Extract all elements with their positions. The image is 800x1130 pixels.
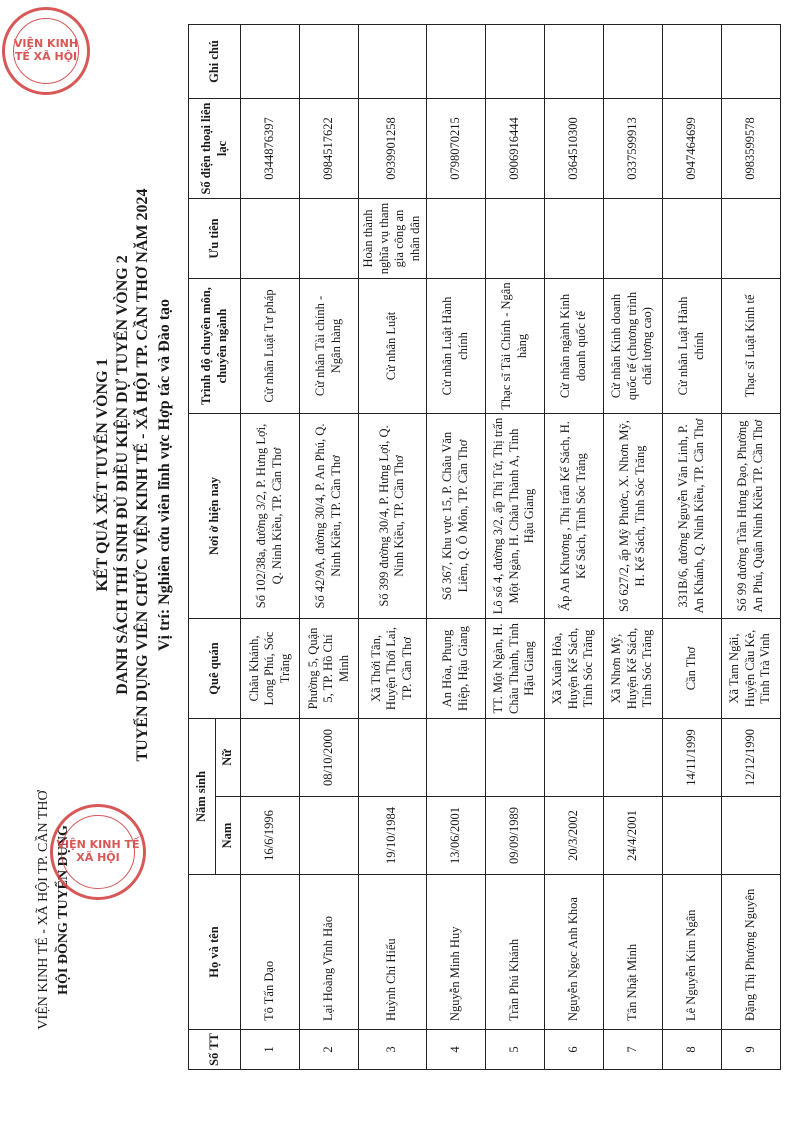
cell-note	[241, 25, 300, 99]
cell-phone: 0984517622	[300, 99, 359, 199]
cell-priority	[721, 199, 780, 279]
cell-residence: Số 102/38a, đường 3/2, P. Hưng Lợi, Q. Ninh Kiều, TP. Cần Thơ	[241, 414, 300, 619]
cell-hometown: Xã Thới Tân, Huyện Thới Lai, TP. Cần Thơ	[359, 619, 427, 719]
document-title-2: DANH SÁCH THÍ SINH ĐỦ ĐIỀU KIỆN DỰ TUYỂN VÒNG 2	[114, 255, 131, 695]
cell-name: Nguyễn Ngọc Anh Khoa	[544, 875, 603, 1030]
cell-female: 12/12/1990	[721, 719, 780, 797]
table-body	[241, 25, 781, 1070]
cell-female	[241, 719, 300, 797]
cell-phone: 0983599578	[721, 99, 780, 199]
cell-phone: 0337599913	[603, 99, 662, 199]
header-residence: Nơi ở hiện nay	[189, 414, 241, 619]
cell-priority	[241, 199, 300, 279]
cell-female	[603, 719, 662, 797]
cell-priority: Hoàn thành nghĩa vụ tham gia công an nhân dân	[359, 199, 427, 279]
cell-residence: Số 627/2, ấp Mỹ Phước, X. Nhơn Mỹ, H. Kế Sách, Tỉnh Sóc Trăng	[603, 414, 662, 619]
cell-male: 20/3/2002	[544, 797, 603, 875]
cell-male: 24/4/2001	[603, 797, 662, 875]
table-row	[544, 25, 603, 1070]
cell-male: 19/10/1984	[359, 797, 427, 875]
cell-degree: Thạc sĩ Tài Chính - Ngân hàng	[485, 279, 544, 414]
cell-name: Nguyễn Minh Huy	[426, 875, 485, 1030]
table-row	[485, 25, 544, 1070]
cell-phone: 0939901258	[359, 99, 427, 199]
cell-phone: 0947464699	[662, 99, 721, 199]
cell-degree: Cử nhân ngành Kinh doanh quốc tế	[544, 279, 603, 414]
position-title: Vị trí: Nghiên cứu viên lĩnh vực Hợp tác và Đào tạo	[156, 298, 173, 652]
cell-male	[721, 797, 780, 875]
cell-name: Lại Hoàng Vĩnh Hảo	[300, 875, 359, 1030]
table-row	[662, 25, 721, 1070]
cell-name: Huỳnh Chí Hiếu	[359, 875, 427, 1030]
cell-phone: 0344876397	[241, 99, 300, 199]
cell-note	[485, 25, 544, 99]
cell-priority	[426, 199, 485, 279]
cell-hometown: Phường 5, Quận 5, TP. Hồ Chí Minh	[300, 619, 359, 719]
red-seal-stamp	[50, 804, 146, 900]
cell-priority	[485, 199, 544, 279]
cell-female	[485, 719, 544, 797]
header-female: Nữ	[216, 719, 241, 797]
cell-name: Trần Phú Khánh	[485, 875, 544, 1030]
table-row	[359, 25, 427, 1070]
cell-stt: 8	[662, 1030, 721, 1070]
cell-priority	[300, 199, 359, 279]
cell-name: Tô Tấn Dạo	[241, 875, 300, 1030]
cell-note	[603, 25, 662, 99]
cell-female	[359, 719, 427, 797]
cell-degree: Cử nhân Tài chính - Ngân hàng	[300, 279, 359, 414]
cell-hometown: Xã Tam Ngãi, Huyện Cầu Kè, Tỉnh Trà Vinh	[721, 619, 780, 719]
cell-note	[426, 25, 485, 99]
cell-stt: 4	[426, 1030, 485, 1070]
header-phone: Số điện thoại liên lạc	[189, 99, 241, 199]
cell-phone: 0906916444	[485, 99, 544, 199]
cell-degree: Cử nhân Luật Hành chính	[662, 279, 721, 414]
table-row	[603, 25, 662, 1070]
seal-text-corner: VIỆN KINH TẾ XÃ HỘI	[13, 37, 79, 63]
cell-hometown: TT. Một Ngàn, H. Châu Thành, Tỉnh Hậu Giang	[485, 619, 544, 719]
cell-priority	[544, 199, 603, 279]
cell-female: 14/11/1999	[662, 719, 721, 797]
cell-name: Tân Nhật Minh	[603, 875, 662, 1030]
organization-name: VIỆN KINH TẾ - XÃ HỘI TP. CẦN THƠ	[36, 790, 51, 1030]
table-row	[426, 25, 485, 1070]
cell-hometown: An Hòa, Phụng Hiệp, Hậu Giang	[426, 619, 485, 719]
cell-degree: Cử nhân Luật	[359, 279, 427, 414]
cell-male: 09/09/1989	[485, 797, 544, 875]
cell-phone: 0364510300	[544, 99, 603, 199]
header-male: Nam	[216, 797, 241, 875]
cell-priority	[603, 199, 662, 279]
cell-residence: Lô số 4, đường 3/2, ấp Thị Tứ, Thị trấn Một Ngàn, H. Châu Thành A, Tỉnh Hậu Giang	[485, 414, 544, 619]
cell-name: Lê Nguyễn Kim Ngân	[662, 875, 721, 1030]
table-header-row	[189, 25, 216, 1070]
red-seal-stamp-corner	[2, 7, 90, 95]
cell-residence: 331B/6, đường Nguyễn Văn Linh, P. An Khánh, Q. Ninh Kiều, TP. Cần Thơ	[662, 414, 721, 619]
cell-residence: Số 399 đường 30/4, P. Hưng Lợi, Q. Ninh Kiều, TP. Cần Thơ	[359, 414, 427, 619]
header-priority: Ưu tiên	[189, 199, 241, 279]
cell-degree: Thạc sĩ Luật Kinh tế	[721, 279, 780, 414]
seal-text: VIỆN KINH TẾ XÃ HỘI	[56, 838, 140, 864]
cell-male	[662, 797, 721, 875]
header-degree: Trình độ chuyên môn, chuyên ngành	[189, 279, 241, 414]
cell-residence: Số 42/9A, đường 30/4, P. An Phú, Q. Ninh Kiều, TP. Cần Thơ	[300, 414, 359, 619]
cell-female	[544, 719, 603, 797]
cell-name: Đặng Thị Phượng Nguyên	[721, 875, 780, 1030]
cell-hometown: Cần Thơ	[662, 619, 721, 719]
cell-degree: Cử nhân Kinh doanh quốc tế (chương trình chất lượng cao)	[603, 279, 662, 414]
document-title-3: TUYỂN DỤNG VIÊN CHỨC VIỆN KINH TẾ - XÃ HỘI TP. CẦN THƠ NĂM 2024	[134, 188, 151, 762]
cell-female: 08/10/2000	[300, 719, 359, 797]
cell-note	[544, 25, 603, 99]
document-title-1: KẾT QUẢ XÉT TUYỂN VÒNG 1	[94, 358, 111, 592]
cell-priority	[662, 199, 721, 279]
cell-residence: Số 99 đường Trần Hưng Đạo, Phường An Phú, Quận Ninh Kiều TP. Cần Thơ	[721, 414, 780, 619]
header-stt: Số TT	[189, 1030, 241, 1070]
header-note: Ghi chú	[189, 25, 241, 99]
cell-hometown: Xã Nhơn Mỹ, Huyện Kế Sách, Tỉnh Sóc Trăng	[603, 619, 662, 719]
cell-note	[721, 25, 780, 99]
cell-stt: 9	[721, 1030, 780, 1070]
cell-stt: 6	[544, 1030, 603, 1070]
cell-note	[359, 25, 427, 99]
cell-phone: 0798070215	[426, 99, 485, 199]
cell-stt: 7	[603, 1030, 662, 1070]
cell-hometown: Châu Khánh, Long Phú, Sóc Trăng	[241, 619, 300, 719]
table-row	[721, 25, 780, 1070]
cell-degree: Cử nhân Luật Tư pháp	[241, 279, 300, 414]
candidates-table	[188, 24, 781, 1070]
header-name: Họ và tên	[189, 875, 241, 1030]
header-birth-year: Năm sinh	[189, 719, 216, 875]
cell-male: 16/6/1996	[241, 797, 300, 875]
table-row	[300, 25, 359, 1070]
cell-residence: Ấp An Khương , Thị trấn Kế Sách, H. Kế Sách, Tỉnh Sóc Trăng	[544, 414, 603, 619]
cell-stt: 5	[485, 1030, 544, 1070]
cell-male	[300, 797, 359, 875]
cell-male: 13/06/2001	[426, 797, 485, 875]
cell-note	[662, 25, 721, 99]
cell-hometown: Xã Xuân Hòa, Huyện Kế Sách, Tỉnh Sóc Trăng	[544, 619, 603, 719]
cell-stt: 2	[300, 1030, 359, 1070]
cell-note	[300, 25, 359, 99]
cell-stt: 3	[359, 1030, 427, 1070]
recruitment-council: HỘI ĐỒNG TUYỂN DỤNG	[56, 825, 71, 995]
cell-stt: 1	[241, 1030, 300, 1070]
cell-female	[426, 719, 485, 797]
cell-residence: Số 367, Khu vực 15, P. Châu Văn Liêm, Q. Ô Môn, TP. Cần Thơ	[426, 414, 485, 619]
table-row	[241, 25, 300, 1070]
cell-degree: Cử nhân Luật Hành chính	[426, 279, 485, 414]
header-hometown: Quê quán	[189, 619, 241, 719]
